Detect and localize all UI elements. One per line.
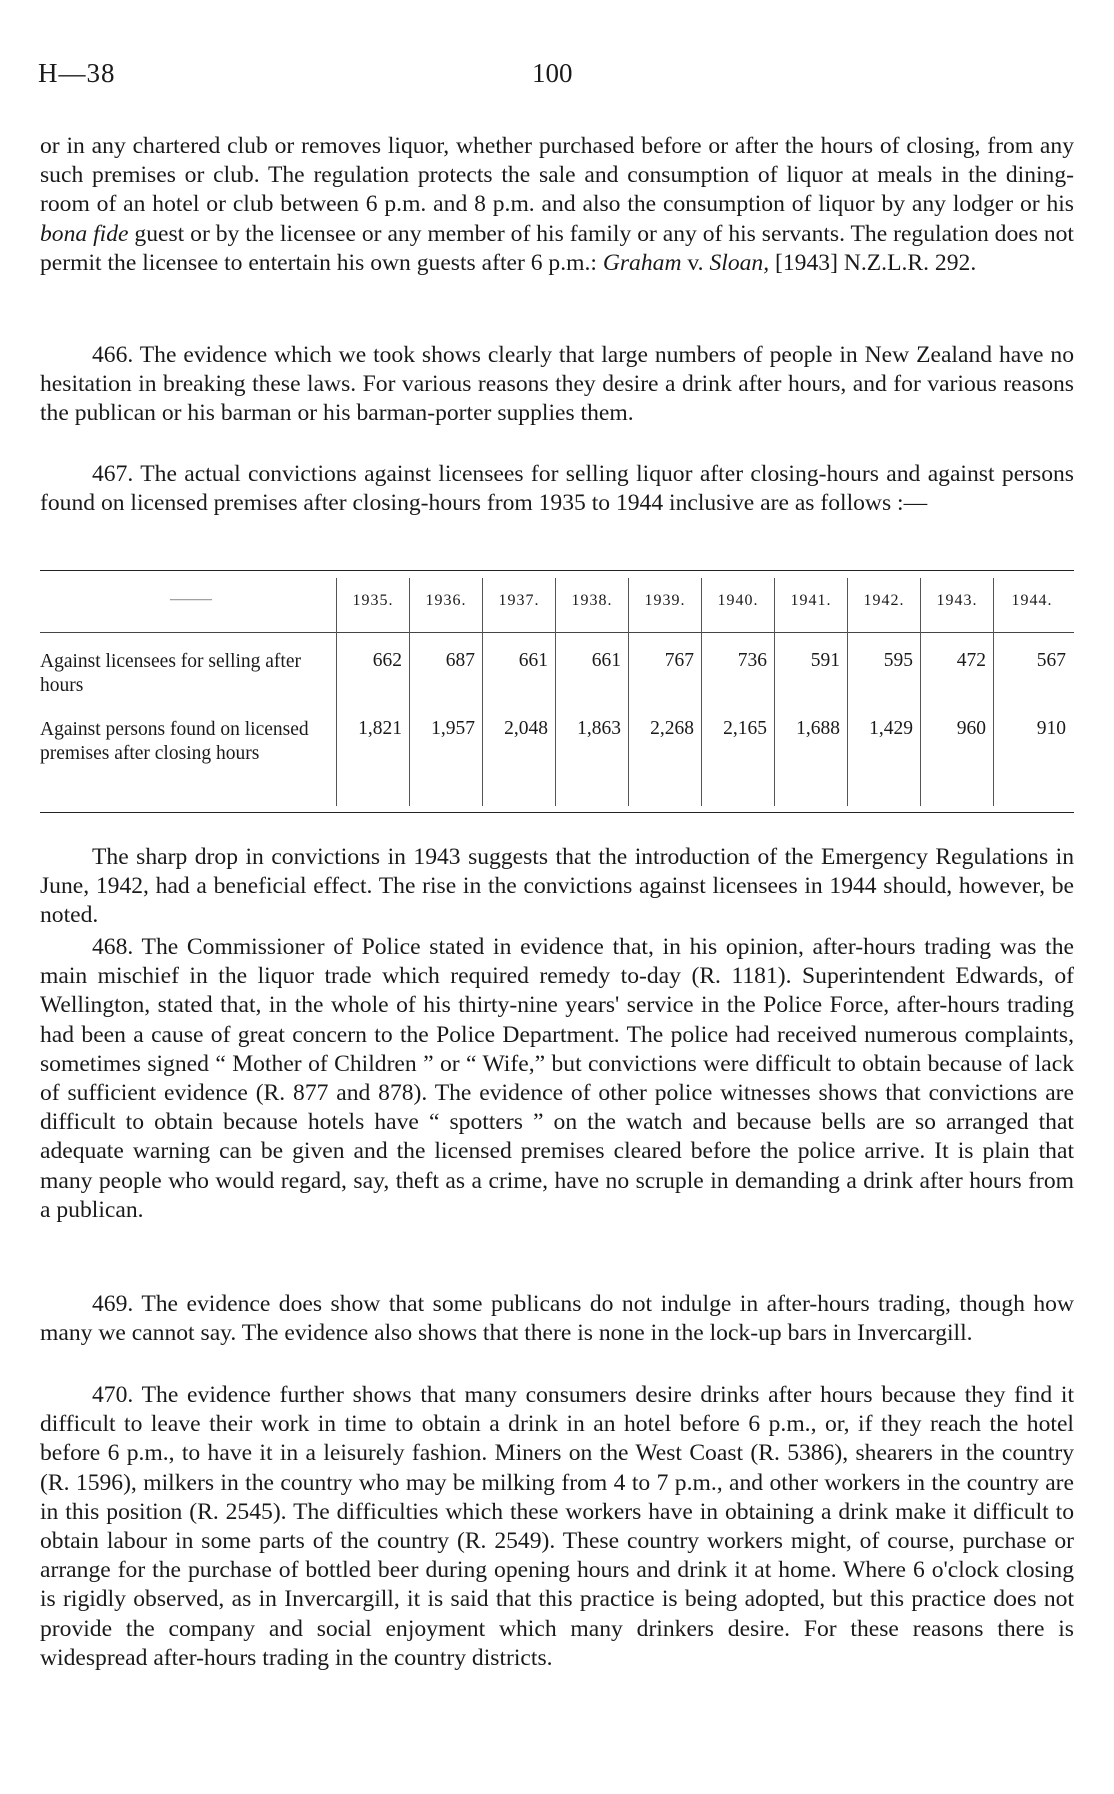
case-name-plaintiff: Graham — [602, 249, 682, 276]
year-header: 1936. — [425, 592, 467, 609]
column-divider — [774, 578, 775, 806]
paragraph-text: 467. The actual convictions against licensees for selling liquor after closing-hours and against persons found on licensed premises after closing-hours from 1935 to 1944 inclusive are as follows :— — [40, 461, 1074, 517]
year-header: 1944. — [1011, 592, 1053, 609]
paragraph-after-table — [40, 843, 1074, 931]
paragraph-text: 469. The evidence does show that some publicans do not indulge in after-hours trading, though how many we cannot say. The evidence also shows that there is none in the lock-up bars in Invercargill. — [40, 1291, 1074, 1347]
year-header: 1937. — [498, 592, 540, 609]
table-cell: 567 — [1036, 650, 1066, 671]
table-cell: 1,821 — [358, 718, 402, 739]
text-run: guest or by the licensee or any member of his family or any of his servants. The regulation does not permit the licensee to entertain his own guests after 6 p.m.: — [40, 220, 1074, 276]
column-divider — [336, 578, 337, 806]
table-cell: 736 — [737, 650, 767, 671]
stub-dash: ——— — [170, 592, 212, 607]
year-header: 1942. — [863, 592, 905, 609]
year-header: 1940. — [717, 592, 759, 609]
table-cell: 1,957 — [431, 718, 475, 739]
paragraph-text: 468. The Commissioner of Police stated in evidence that, in his opinion, after-hours trading was the main mischief in the liquor trade which required remedy to-day (R. 1181). Superintendent Edwards, of Wellington, stated that, in the whole of his thirty-nine years' service in the Police Force, after-hours trading had been a cause of great concern to the Police Department. The police had received numerous complaints, sometimes signed “ Mother of Children ” or “ Wife,” but convictions were difficult to obtain because of lack of sufficient evidence (R. 877 and 878). The evidence of other police witnesses shows that convictions are difficult to obtain because hotels have “ spotters ” on the watch and because bells are so arranged that adequate warning can be given and the licensed premises cleared before the police arrive. It is plain that many people who would regard, say, theft as a crime, have no scruple in demanding a drink after hours from a publican. — [40, 934, 1074, 1223]
paragraph-467 — [40, 460, 1074, 518]
table-cell: 2,165 — [723, 718, 767, 739]
table-cell: 767 — [664, 650, 694, 671]
column-divider — [993, 578, 994, 806]
year-header: 1941. — [790, 592, 832, 609]
table-cell: 687 — [445, 650, 475, 671]
paragraph-text: 470. The evidence further shows that many consumers desire drinks after hours because they find it difficult to leave their work in time to obtain a drink in an hotel before 6 p.m., or, if they reach the hotel before 6 p.m., to have it in a leisurely fashion. Miners on the West Coast (R. 5386), shearers in the country (R. 1596), milkers in the country who may be milking from 4 to 7 p.m., and other workers in the country are in this position (R. 2545). The difficulties which these workers have in obtaining a drink make it difficult to obtain labour in some parts of the country (R. 2549). These country workers might, of course, purchase or arrange for the purchase of bottled beer during opening hours and drink it at home. Where 6 o'clock closing is rigidly observed, as in Invercargill, it is said that this practice is being adopted, but this practice does not provide the company and social enjoyment which many drinkers desire. For these reasons there is widespread after-hours trading in the country districts. — [40, 1382, 1074, 1671]
text-run-italic: bona fide — [40, 220, 129, 247]
column-divider — [555, 578, 556, 806]
year-header: 1939. — [644, 592, 686, 609]
column-divider — [628, 578, 629, 806]
table-rule-header — [40, 632, 1074, 633]
row-label-persons: Against persons found on licensed premises after closing hours — [40, 719, 309, 764]
text-run: or in any chartered club or removes liquor, whether purchased before or after the hours of closing, from any such premises or club. The regulation protects the sale and consumption of liquor at meals in the dining-room of an hotel or club between 6 p.m. and 8 p.m. and also the consumption of liquor by any lodger or his — [40, 133, 1074, 218]
column-divider — [847, 578, 848, 806]
column-divider — [409, 578, 410, 806]
table-rule-bottom — [40, 812, 1074, 813]
paragraph-468 — [40, 933, 1074, 1225]
column-divider — [920, 578, 921, 806]
year-header: 1943. — [936, 592, 978, 609]
table-cell: 2,268 — [650, 718, 694, 739]
table-cell: 595 — [883, 650, 913, 671]
table-cell: 661 — [518, 650, 548, 671]
citation: [1943] N.Z.L.R. 292. — [775, 249, 977, 276]
table-cell: 910 — [1036, 718, 1066, 739]
table-cell: 472 — [956, 650, 986, 671]
table-cell: 2,048 — [504, 718, 548, 739]
column-divider — [701, 578, 702, 806]
column-divider — [482, 578, 483, 806]
document-code: H—38 — [38, 58, 116, 88]
table-cell: 661 — [591, 650, 621, 671]
table-cell: 1,863 — [577, 718, 621, 739]
paragraph-469 — [40, 1290, 1074, 1348]
paragraph-text: 466. The evidence which we took shows clearly that large numbers of people in New Zealand have no hesitation in breaking these laws. For various reasons they desire a drink after hours, and for various reasons the publican or his barman or his barman-porter supplies them. — [40, 342, 1074, 427]
convictions-table — [40, 570, 1074, 813]
case-name-defendant: Sloan, — [709, 249, 770, 276]
page-number: 100 — [532, 58, 573, 88]
table-cell: 662 — [372, 650, 402, 671]
paragraph-466 — [40, 341, 1074, 429]
table-cell: 1,429 — [869, 718, 913, 739]
year-header: 1938. — [571, 592, 613, 609]
paragraph-470 — [40, 1381, 1074, 1673]
paragraph-continued — [40, 132, 1074, 278]
page-header — [38, 58, 1078, 98]
table-rule-top — [40, 570, 1074, 571]
table-cell: 1,688 — [796, 718, 840, 739]
year-header: 1935. — [352, 592, 394, 609]
row-label-licensees: Against licensees for selling after hours — [40, 651, 301, 696]
paragraph-text: The sharp drop in convictions in 1943 suggests that the introduction of the Emergency Regulations in June, 1942, had a beneficial effect. The rise in the convictions against licensees in 1944 should, however, be noted. — [40, 844, 1074, 929]
table-cell: 591 — [810, 650, 840, 671]
text-run: v. — [687, 249, 704, 276]
table-cell: 960 — [956, 718, 986, 739]
